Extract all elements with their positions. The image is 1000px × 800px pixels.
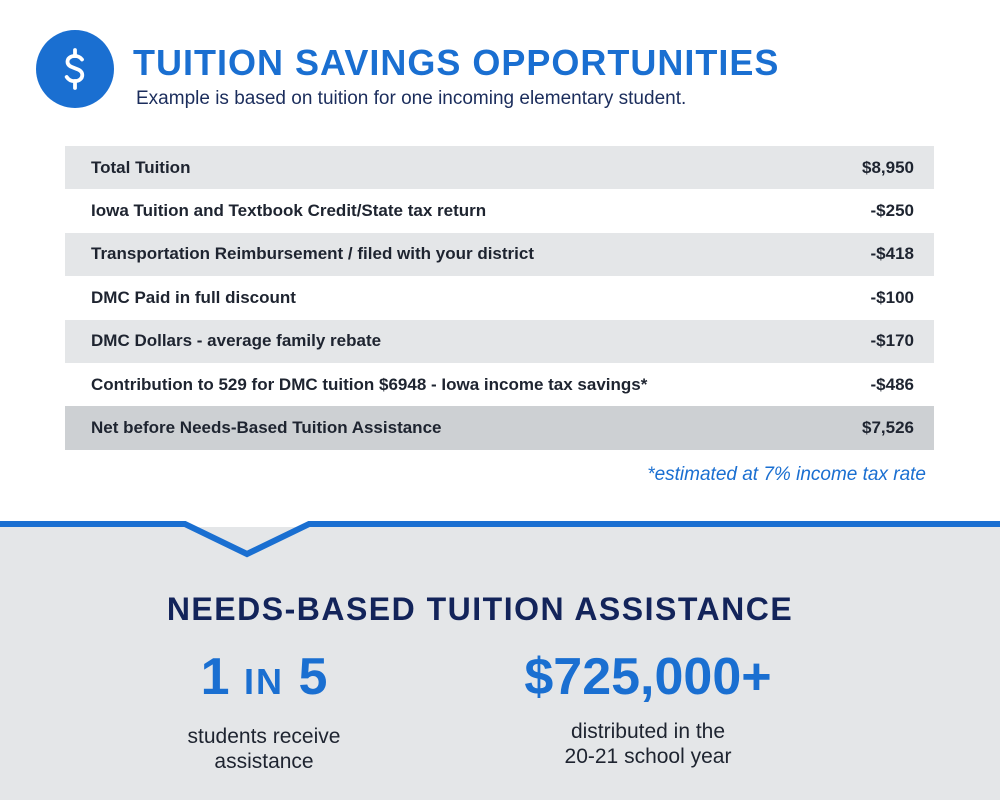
tuition-table — [65, 146, 934, 450]
row-amount: -$250 — [870, 201, 914, 221]
stat-value: $725,000+ — [524, 648, 772, 706]
row-amount: $8,950 — [862, 157, 914, 177]
table-row — [65, 233, 934, 276]
row-amount: -$100 — [870, 287, 914, 307]
assistance-panel — [0, 527, 1000, 800]
row-label: Total Tuition — [91, 157, 191, 177]
caption-line: distributed in the — [570, 720, 726, 743]
table-row — [65, 276, 934, 319]
stat-recipients — [114, 645, 414, 774]
row-label: DMC Paid in full discount — [91, 287, 296, 307]
net-total-row — [65, 406, 934, 449]
row-amount: -$418 — [870, 244, 914, 264]
row-amount: -$170 — [870, 331, 914, 351]
stat-number: 5 — [298, 648, 328, 706]
caption-line: assistance — [214, 750, 314, 773]
row-label: Iowa Tuition and Textbook Credit/State tax return — [91, 201, 487, 221]
caption-line: students receive — [187, 725, 341, 748]
stat-caption — [498, 719, 798, 769]
row-label: Contribution to 529 for DMC tuition $6948 - Iowa income tax savings* — [91, 374, 648, 394]
header — [36, 30, 976, 120]
stat-caption — [114, 724, 414, 774]
dollar-sign-icon — [36, 30, 114, 108]
table-row — [65, 363, 934, 406]
table-row — [65, 189, 934, 232]
stat-value — [114, 645, 414, 714]
row-label: Net before Needs-Based Tuition Assistance — [91, 418, 442, 438]
table-row — [65, 146, 934, 189]
assistance-title: NEEDS-BASED TUITION ASSISTANCE — [166, 591, 794, 627]
page-subtitle: Example is based on tuition for one incoming elementary student. — [136, 88, 687, 109]
caption-line: 20-21 school year — [564, 745, 732, 768]
row-amount: $7,526 — [862, 418, 914, 438]
stat-distributed — [498, 645, 798, 769]
page-title: TUITION SAVINGS OPPORTUNITIES — [133, 42, 780, 83]
footnote: *estimated at 7% income tax rate — [647, 464, 926, 485]
row-label: DMC Dollars - average family rebate — [91, 331, 382, 351]
table-row — [65, 320, 934, 363]
stat-word: IN — [244, 661, 284, 702]
row-label: Transportation Reimbursement / filed with your district — [91, 244, 535, 264]
row-amount: -$486 — [870, 374, 914, 394]
section-divider — [0, 515, 1000, 565]
stat-number: 1 — [200, 648, 230, 706]
